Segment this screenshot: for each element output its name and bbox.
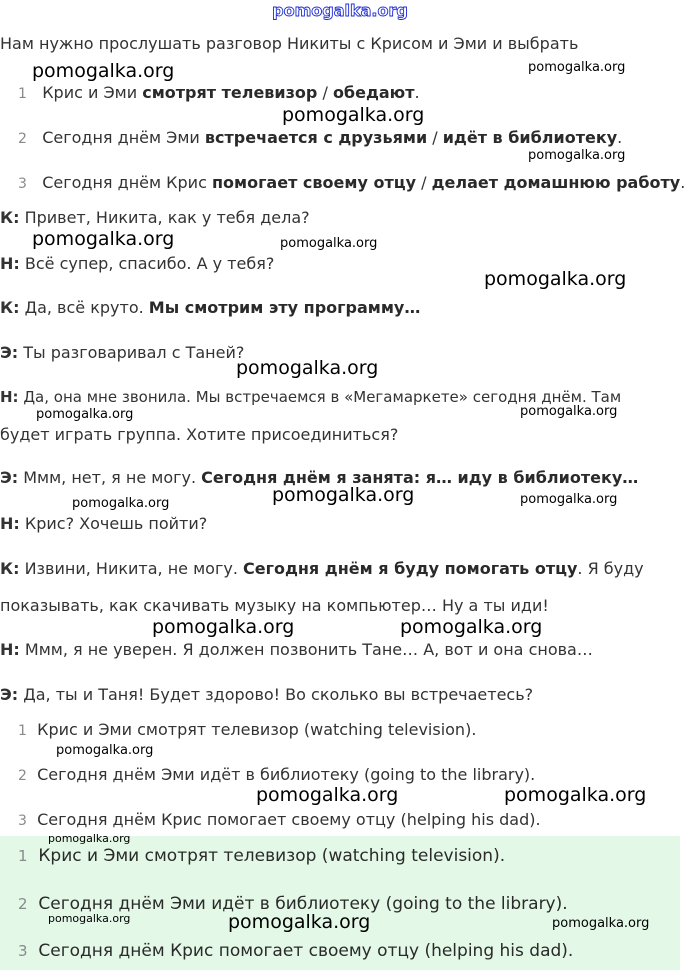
site-watermark-header: pomogalka.org: [272, 1, 408, 20]
watermark: pomogalka.org: [256, 784, 399, 806]
dialogue-text: Ммм, я не уверен. Я должен позвонить Тане… А, вот и она снова…: [19, 640, 593, 659]
watermark: pomogalka.org: [282, 104, 425, 126]
dialogue-text-after: . Я буду: [577, 559, 644, 578]
speaker-label: Н:: [0, 640, 20, 659]
watermark: pomogalka.org: [48, 832, 131, 845]
statement-number: 1: [18, 86, 27, 102]
option-a: смотрят телевизор: [142, 83, 318, 102]
answer-3: [18, 810, 541, 829]
dialogue-text: Да, ты и Таня! Будет здорово! Во сколько вы встречаетесь?: [18, 685, 534, 704]
watermark: pomogalka.org: [280, 236, 378, 251]
dialogue-text: Да, всё круто.: [19, 298, 149, 317]
statement-text: Крис и Эми: [42, 83, 143, 102]
option-b: делает домашнюю работу: [431, 173, 681, 192]
highlighted-answer-3: [18, 941, 573, 961]
dialogue-line-7: [0, 514, 207, 533]
answer-text: Сегодня днём Крис помогает своему отцу (helping his dad).: [38, 941, 574, 961]
watermark: pomogalka.org: [56, 743, 154, 758]
statement-2: [18, 128, 622, 147]
speaker-label: Э:: [0, 468, 19, 487]
answer-number: 3: [18, 942, 28, 960]
speaker-label: Н:: [0, 388, 19, 406]
answer-1: [18, 720, 476, 739]
dialogue-line-2: [0, 254, 274, 273]
speaker-label: Э:: [0, 685, 19, 704]
dialogue-text: Ты разговаривал с Таней?: [18, 343, 245, 362]
answer-number: 1: [18, 723, 27, 739]
speaker-label: Н:: [0, 514, 20, 533]
answer-text: Сегодня днём Крис помогает своему отцу (helping his dad).: [37, 810, 541, 829]
speaker-label: К:: [0, 559, 20, 578]
watermark: pomogalka.org: [32, 228, 175, 250]
statement-end: .: [414, 83, 420, 102]
watermark: pomogalka.org: [228, 911, 371, 933]
dialogue-emphasis: Мы смотрим эту программу…: [148, 298, 421, 317]
statement-end: .: [617, 128, 623, 147]
dialogue-line-8-continued: показывать, как скачивать музыку на компьютер… Ну а ты иди!: [0, 596, 549, 615]
option-b: идёт в библиотеку: [442, 128, 618, 147]
answer-number: 2: [18, 895, 28, 913]
statement-number: 3: [18, 176, 27, 192]
dialogue-emphasis: Сегодня днём я занята: я… иду в библиотеку…: [201, 468, 639, 487]
dialogue-text: Да, она мне звонила. Мы встречаемся в «Мегамаркете» сегодня днём. Там: [18, 388, 622, 406]
speaker-label: К:: [0, 298, 20, 317]
option-separator: /: [317, 83, 333, 102]
dialogue-line-10: [0, 685, 533, 704]
statement-3: [18, 173, 685, 192]
watermark: pomogalka.org: [484, 268, 627, 290]
watermark: pomogalka.org: [152, 616, 295, 638]
option-b: обедают: [332, 83, 415, 102]
statement-text: Сегодня днём Эми: [42, 128, 205, 147]
dialogue-line-8: [0, 559, 644, 578]
dialogue-emphasis: Сегодня днём я буду помогать отцу: [243, 559, 578, 578]
watermark: pomogalka.org: [236, 357, 379, 379]
watermark: pomogalka.org: [520, 404, 618, 419]
option-a: встречается с друзьями: [204, 128, 428, 147]
intro-text: Нам нужно прослушать разговор Никиты с Крисом и Эми и выбрать: [0, 34, 579, 53]
answer-text: Крис и Эми смотрят телевизор (watching television).: [37, 720, 477, 739]
option-separator: /: [427, 128, 443, 147]
option-separator: /: [416, 173, 432, 192]
dialogue-line-3: [0, 298, 420, 317]
watermark: pomogalka.org: [528, 60, 626, 75]
watermark: pomogalka.org: [48, 912, 131, 925]
dialogue-text: Всё супер, спасибо. А у тебя?: [19, 254, 275, 273]
statement-1: [18, 83, 420, 102]
dialogue-text: Привет, Никита, как у тебя дела?: [19, 208, 310, 227]
speaker-label: Н:: [0, 254, 20, 273]
answer-number: 3: [18, 813, 27, 829]
dialogue-line-1: [0, 208, 310, 227]
watermark: pomogalka.org: [552, 916, 650, 931]
statement-end: .: [680, 173, 685, 192]
statement-number: 2: [18, 131, 27, 147]
speaker-label: Э:: [0, 343, 19, 362]
answer-text: Сегодня днём Эми идёт в библиотеку (going to the library).: [38, 894, 568, 914]
speaker-label: К:: [0, 208, 20, 227]
answer-text: Крис и Эми смотрят телевизор (watching television).: [38, 846, 506, 866]
statement-text: Сегодня днём Крис: [42, 173, 212, 192]
watermark: pomogalka.org: [504, 784, 647, 806]
option-a: помогает своему отцу: [211, 173, 417, 192]
dialogue-line-4: [0, 343, 244, 362]
answer-number: 2: [18, 768, 27, 784]
highlighted-answer-1: [18, 846, 505, 866]
answer-2: [18, 765, 535, 784]
watermark: pomogalka.org: [36, 407, 134, 422]
dialogue-line-5-continued: будет играть группа. Хотите присоединиться?: [0, 425, 399, 444]
answer-text: Сегодня днём Эми идёт в библиотеку (going to the library).: [37, 765, 536, 784]
dialogue-line-9: [0, 640, 593, 659]
dialogue-text: Крис? Хочешь пойти?: [19, 514, 208, 533]
watermark: pomogalka.org: [528, 148, 626, 163]
watermark: pomogalka.org: [520, 492, 618, 507]
watermark: pomogalka.org: [32, 60, 175, 82]
watermark: pomogalka.org: [272, 484, 415, 506]
watermark: pomogalka.org: [72, 496, 170, 511]
dialogue-text: Извини, Никита, не могу.: [19, 559, 243, 578]
watermark: pomogalka.org: [400, 616, 543, 638]
answer-number: 1: [18, 847, 28, 865]
dialogue-text: Ммм, нет, я не могу.: [18, 468, 202, 487]
